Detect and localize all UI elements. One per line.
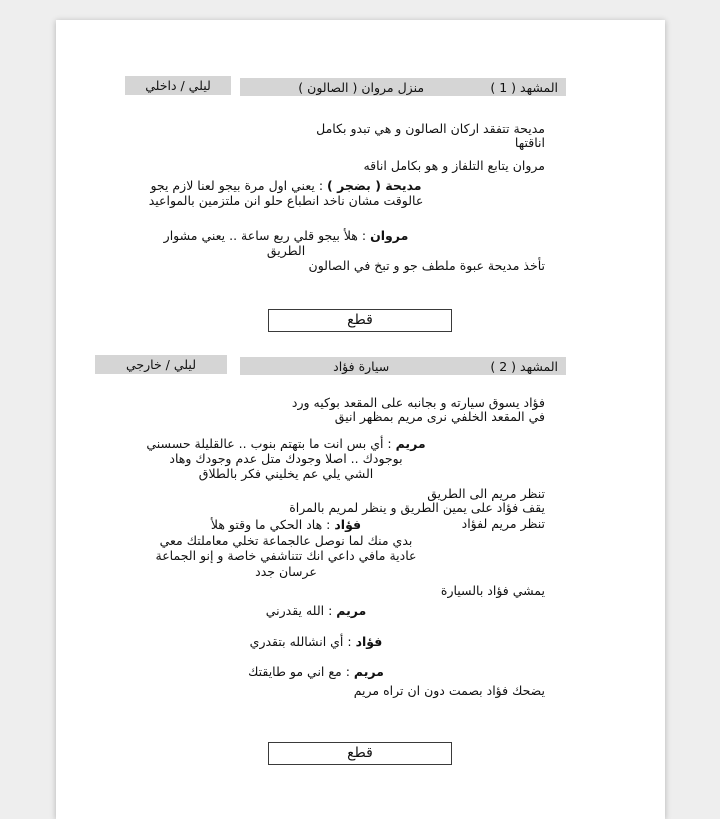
speaker-separator: : [324,603,337,618]
speaker-separator: : [314,178,328,193]
action-line: يقف فؤاد على يمين الطريق و ينظر لمريم بالمراة [289,500,545,515]
speaker-name: مروان [370,228,409,243]
speaker-name: مريم [336,603,367,618]
cut-box-2 [268,742,452,765]
dialogue-madiha [76,178,496,208]
dialogue-line: بوجودك .. اصلا وجودك متل عدم وجودك وهاد [169,451,403,466]
action-fouad-drives-on [441,584,545,598]
speaker-separator: : [383,436,396,451]
dialogue-text: يعني اول مرة بيجو لعنا لازم يجو [150,178,315,193]
cut-label: قطع [347,745,373,761]
scene1-time-box [125,76,231,95]
scene1-header-bar [240,78,566,96]
action-fouad-driving [292,396,545,424]
action-maryam-looks-road [427,487,545,501]
action-line: يضحك فؤاد بصمت دون ان تراه مريم [353,683,545,698]
scene2-time-label: ليلي / خارجي [125,357,196,372]
action-line: تنظر مريم الى الطريق [427,486,545,501]
scene2-time-box [95,355,227,374]
speaker-name: فؤاد [334,517,362,532]
speaker-separator: : [322,517,335,532]
dialogue-maryam-2 [106,603,526,618]
dialogue-line: بدي منك لما نوصل عالجماعة تخلي معاملتك معي [159,532,413,548]
speaker-name: مريم [395,436,426,451]
dialogue-text: مع اني مو طايقتك [248,664,342,679]
dialogue-line [76,436,496,451]
speaker-separator: : [341,664,354,679]
dialogue-line: عادية مافي داعي انك تتناشفي خاصة و إنو الجماعة [155,548,417,563]
action-line: تأخذ مديحة عبوة ملطف جو و تبخ في الصالون [308,258,545,273]
action-line: اناقتها [514,135,545,150]
dialogue-line [76,517,496,533]
dialogue-fouad-2 [106,634,526,649]
action-madiha-spray [309,259,545,273]
script-page [56,20,665,819]
action-line: يمشي فؤاد بالسيارة [440,583,545,598]
dialogue-line [76,178,496,193]
action-line: في المقعد الخلفي نرى مريم بمظهر انيق [334,409,545,424]
speaker-separator: : [343,634,356,649]
scene1-time-label: ليلي / داخلي [145,78,211,93]
dialogue-line: الشي يلي عم يخليني فكر بالطلاق [198,466,374,481]
dialogue-text: الله يقدرني [265,603,325,618]
dialogue-line: الطريق [266,243,306,258]
cut-box-1 [268,309,452,332]
scene1-location: منزل مروان ( الصالون ) [298,79,425,95]
speaker-name: فؤاد [355,634,383,649]
dialogue-fouad-1 [76,517,496,579]
dialogue-maryam-3 [106,664,526,679]
scene2-location: سيارة فؤاد [333,358,390,374]
scene2-header-bar [240,357,566,375]
action-line: مروان يتابع التلفاز و هو بكامل اناقه [363,158,545,173]
dialogue-text: هاد الحكي ما وقتو هلأ [210,517,323,532]
action-marwan-tv [363,159,545,173]
scene2-number: المشهد ( 2 ) [490,358,558,374]
dialogue-text: أي بس انت ما بتهتم بنوب .. عالقليلة حسسني [146,436,384,451]
action-madiha-inspects [316,122,545,150]
speaker-separator: : [357,228,371,243]
dialogue-text: أي انشالله بتقدري [249,634,344,649]
dialogue-marwan [76,228,496,258]
action-line: فؤاد يسوق سيارته و بجانبه على المقعد بوكيه ورد [291,395,545,410]
action-line: تنظر مريم لفؤاد [461,516,545,531]
dialogue-text: هلأ بيجو قلي ربع ساعة .. يعني مشوار [163,228,358,243]
action-line: مديحة تتفقد اركان الصالون و هي تبدو بكامل [316,121,545,136]
speaker-name: مريم [353,664,384,679]
dialogue-maryam-1 [76,436,496,481]
dialogue-line [76,228,496,243]
speaker-name: مديحة ( بضجر ) [327,178,422,193]
cut-label: قطع [347,312,373,328]
dialogue-line: عرسان جدد [255,563,317,579]
scene1-number: المشهد ( 1 ) [490,79,558,95]
dialogue-line: عالوقت مشان ناخد انطباع حلو انن ملتزمين بالمواعيد [148,193,424,208]
action-fouad-laughs [354,684,545,698]
action-fouad-stops [289,501,545,515]
